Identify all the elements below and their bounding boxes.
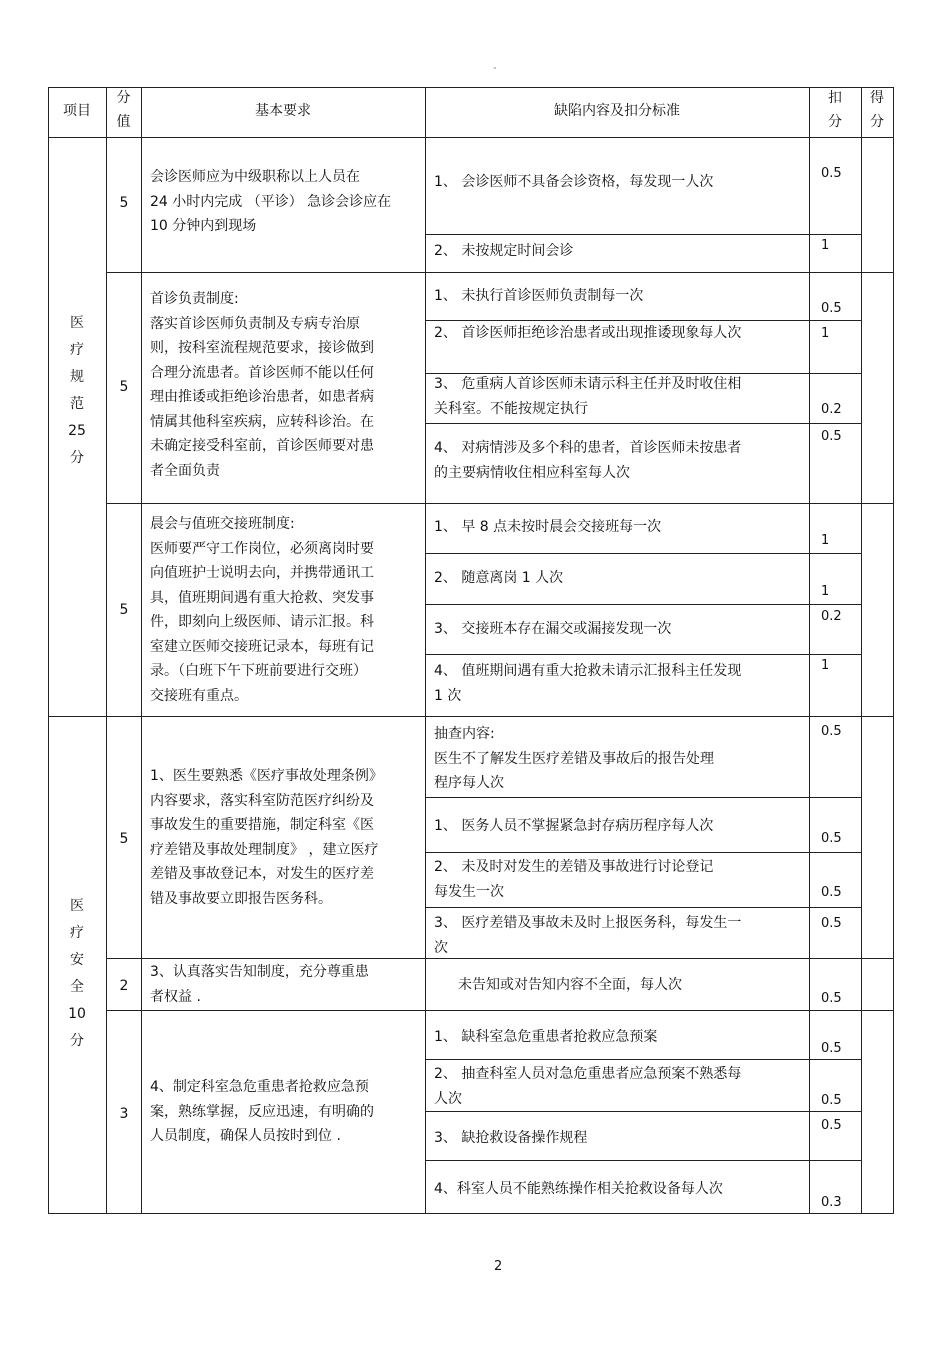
header-score: 值 [116, 114, 131, 130]
deduction-value: 0.5 [821, 724, 842, 739]
column-border [48, 87, 49, 1214]
deduction-value: 0.2 [821, 609, 842, 624]
requirement-line: 室建立医师交接班记录本，每班有记 [150, 638, 374, 655]
requirement-line: 情属其他科室疾病，应转科诊治。在 [150, 413, 374, 430]
deduction-value: 0.5 [821, 1118, 842, 1133]
deduction-item-line: 2、 抽查科室人员对急危重患者应急预案不熟悉每 [434, 1066, 742, 1082]
header-item: 项目 [63, 103, 91, 119]
requirement-line: 向值班护士说明去向，并携带通讯工 [150, 565, 374, 581]
requirement-line: 案，熟练掌握，反应迅速，有明确的 [150, 1103, 374, 1120]
header-get: 得 [870, 90, 884, 106]
requirement-line: 首诊负责制度: [150, 291, 239, 307]
deduction-item-line: 程序每人次 [434, 775, 504, 791]
deduction-value: 1 [821, 584, 830, 599]
header-bottom-border [48, 137, 894, 138]
table-bottom-border [48, 1213, 894, 1214]
requirement-line: 人员制度，确保人员按时到位 . [150, 1128, 341, 1144]
requirement-line: 者全面负责 [150, 462, 220, 479]
deduction-value: 1 [821, 658, 830, 673]
deduction-value: 0.5 [821, 831, 842, 846]
header-deduct: 分 [828, 114, 842, 130]
deduction-item-line: 2、 首诊医师拒绝诊治患者或出现推诿现象每人次 [434, 325, 742, 341]
category-label: 安 [70, 952, 84, 968]
requirement-line: 差错及事故登记本，对发生的医疗差 [150, 866, 374, 882]
deduction-value: 1 [821, 326, 830, 341]
column-border [893, 87, 894, 1214]
deduction-value: 0.5 [821, 429, 842, 444]
score-value: 5 [119, 831, 129, 847]
column-border [106, 87, 107, 1214]
requirement-line: 具，值班期间遇有重大抢救、突发事 [150, 589, 374, 606]
top-mark: “ [493, 66, 497, 74]
item-divider [425, 1059, 862, 1060]
item-divider [425, 1111, 862, 1112]
deduction-value: 0.5 [821, 301, 842, 316]
deduction-item-line: 4、 对病情涉及多个科的患者，首诊医师未按患者 [434, 440, 742, 456]
category-label: 疗 [70, 925, 84, 941]
deduction-item-line: 1、 未执行首诊医师负责制每一次 [434, 288, 644, 304]
header-score: 分 [116, 90, 131, 106]
requirement-line: 疗差错及事故处理制度》 ，建立医疗 [150, 841, 379, 858]
deduction-value: 0.3 [821, 1195, 842, 1210]
category-label: 10 [68, 1006, 86, 1022]
deduction-item-line: 医生不了解发生医疗差错及事故后的报告处理 [434, 750, 714, 767]
category-label: 疗 [70, 342, 84, 358]
deduction-item-line: 3、 缺抢救设备操作规程 [434, 1130, 588, 1146]
requirement-line: 则，按科室流程规范要求，接诊做到 [150, 340, 374, 356]
item-divider [425, 553, 862, 554]
score-value: 2 [119, 978, 129, 994]
requirement-line: 医师要严守工作岗位，必须离岗时要 [150, 540, 374, 557]
deduction-item-line: 3、 交接班本存在漏交或漏接发现一次 [434, 621, 672, 637]
deduction-item-line: 人次 [434, 1090, 462, 1107]
header-standard: 缺陷内容及扣分标准 [554, 103, 680, 119]
category-label: 分 [70, 450, 84, 466]
column-border [809, 87, 810, 1214]
requirement-line: 10 分钟内到现场 [150, 218, 257, 234]
deduction-value: 1 [821, 238, 830, 253]
deduction-value: 0.5 [821, 1041, 842, 1056]
deduction-item-line: 1、 会诊医师不具备会诊资格，每发现一人次 [434, 174, 714, 190]
column-border [141, 87, 142, 1214]
requirement-line: 未确定接受科室前，首诊医师要对患 [150, 438, 374, 454]
deduction-item-line: 的主要病情收住相应科室每人次 [434, 464, 630, 481]
deduction-item-line: 未告知或对告知内容不全面，每人次 [458, 977, 682, 993]
deduction-value: 0.5 [821, 916, 842, 931]
category-label: 医 [70, 315, 84, 331]
header-requirement: 基本要求 [255, 103, 311, 119]
column-border [861, 87, 862, 1214]
requirement-line: 错及事故要立即报告医务科。 [150, 890, 332, 907]
requirement-line: 交接班有重点。 [150, 687, 248, 704]
deduction-value: 0.5 [821, 166, 842, 181]
score-value: 5 [119, 379, 129, 395]
deduction-item-line: 1 次 [434, 687, 462, 704]
item-divider [425, 797, 862, 798]
deduction-item-line: 每发生一次 [434, 883, 504, 900]
header-get: 分 [870, 114, 884, 130]
deduction-item-line: 1、 医务人员不掌握紧急封存病历程序每人次 [434, 818, 714, 834]
category-label: 全 [70, 979, 84, 995]
requirement-line: 合理分流患者。首诊医师不能以任何 [150, 364, 374, 381]
row-divider [106, 503, 894, 504]
deduction-value: 0.5 [821, 991, 842, 1006]
deduction-item-line: 3、 危重病人首诊医师未请示科主任并及时收住相 [434, 376, 742, 392]
deduction-item-line: 2、 未按规定时间会诊 [434, 243, 574, 259]
requirement-line: 录。（白班下午下班前要进行交班） [150, 663, 367, 679]
deduction-value: 0.2 [821, 402, 842, 417]
item-divider [425, 1160, 862, 1161]
item-divider [425, 654, 862, 655]
row-divider [106, 958, 894, 959]
requirement-line: 晨会与值班交接班制度: [150, 516, 295, 532]
score-value: 5 [119, 602, 129, 618]
deduction-item-line: 2、 随意离岗 1 人次 [434, 570, 564, 586]
requirement-line: 1、医生要熟悉《医疗事故处理条例》 [150, 768, 383, 784]
deduction-value: 0.5 [821, 885, 842, 900]
deduction-value: 1 [821, 533, 830, 548]
deduction-value: 0.5 [821, 1093, 842, 1108]
item-divider [425, 604, 862, 605]
category-label: 医 [70, 898, 84, 914]
requirement-line: 会诊医师应为中级职称以上人员在 [150, 169, 360, 185]
deduction-item-line: 1、 缺科室急危重患者抢救应急预案 [434, 1029, 658, 1045]
category-label: 规 [70, 369, 84, 385]
requirement-line: 4、制定科室急危重患者抢救应急预 [150, 1079, 369, 1095]
score-value: 5 [119, 195, 129, 211]
item-divider [425, 234, 862, 235]
item-divider [425, 852, 862, 853]
deduction-item-line: 4、科室人员不能熟练操作相关抢救设备每人次 [434, 1181, 723, 1197]
requirement-line: 24 小时内完成 （平诊） 急诊会诊应在 [150, 193, 392, 210]
requirement-line: 者权益 . [150, 988, 201, 1005]
deduction-item-line: 4、 值班期间遇有重大抢救未请示汇报科主任发现 [434, 663, 742, 679]
header-deduct: 扣 [828, 90, 842, 106]
deduction-item-line: 1、 早 8 点未按时晨会交接班每一次 [434, 519, 662, 535]
requirement-line: 3、认真落实告知制度，充分尊重患 [150, 964, 369, 980]
score-value: 3 [119, 1106, 129, 1122]
requirement-line: 理由推诿或拒绝诊治患者，如患者病 [150, 389, 374, 405]
deduction-item-line: 关科室。不能按规定执行 [434, 400, 588, 417]
category-label: 25 [68, 423, 86, 439]
requirement-line: 内容要求，落实科室防范医疗纠纷及 [150, 792, 374, 809]
table-top-border [48, 87, 894, 88]
column-border [425, 87, 426, 1214]
deduction-item-line: 2、 未及时对发生的差错及事故进行讨论登记 [434, 859, 714, 875]
item-divider [425, 423, 862, 424]
category-label: 范 [70, 396, 84, 412]
requirement-line: 落实首诊医师负责制及专病专治原 [150, 315, 360, 332]
requirement-line: 件，即刻向上级医师、请示汇报。科 [150, 614, 374, 630]
item-divider [425, 907, 862, 908]
deduction-item-line: 次 [434, 939, 448, 956]
row-divider [106, 272, 894, 273]
page-number: 2 [494, 1259, 503, 1274]
category-divider [48, 716, 894, 717]
row-divider [106, 1010, 894, 1011]
deduction-item-line: 抽查内容: [434, 726, 495, 742]
category-label: 分 [70, 1033, 84, 1049]
requirement-line: 事故发生的重要措施，制定科室《医 [150, 817, 374, 833]
deduction-item-line: 3、 医疗差错及事故未及时上报医务科，每发生一 [434, 915, 742, 931]
